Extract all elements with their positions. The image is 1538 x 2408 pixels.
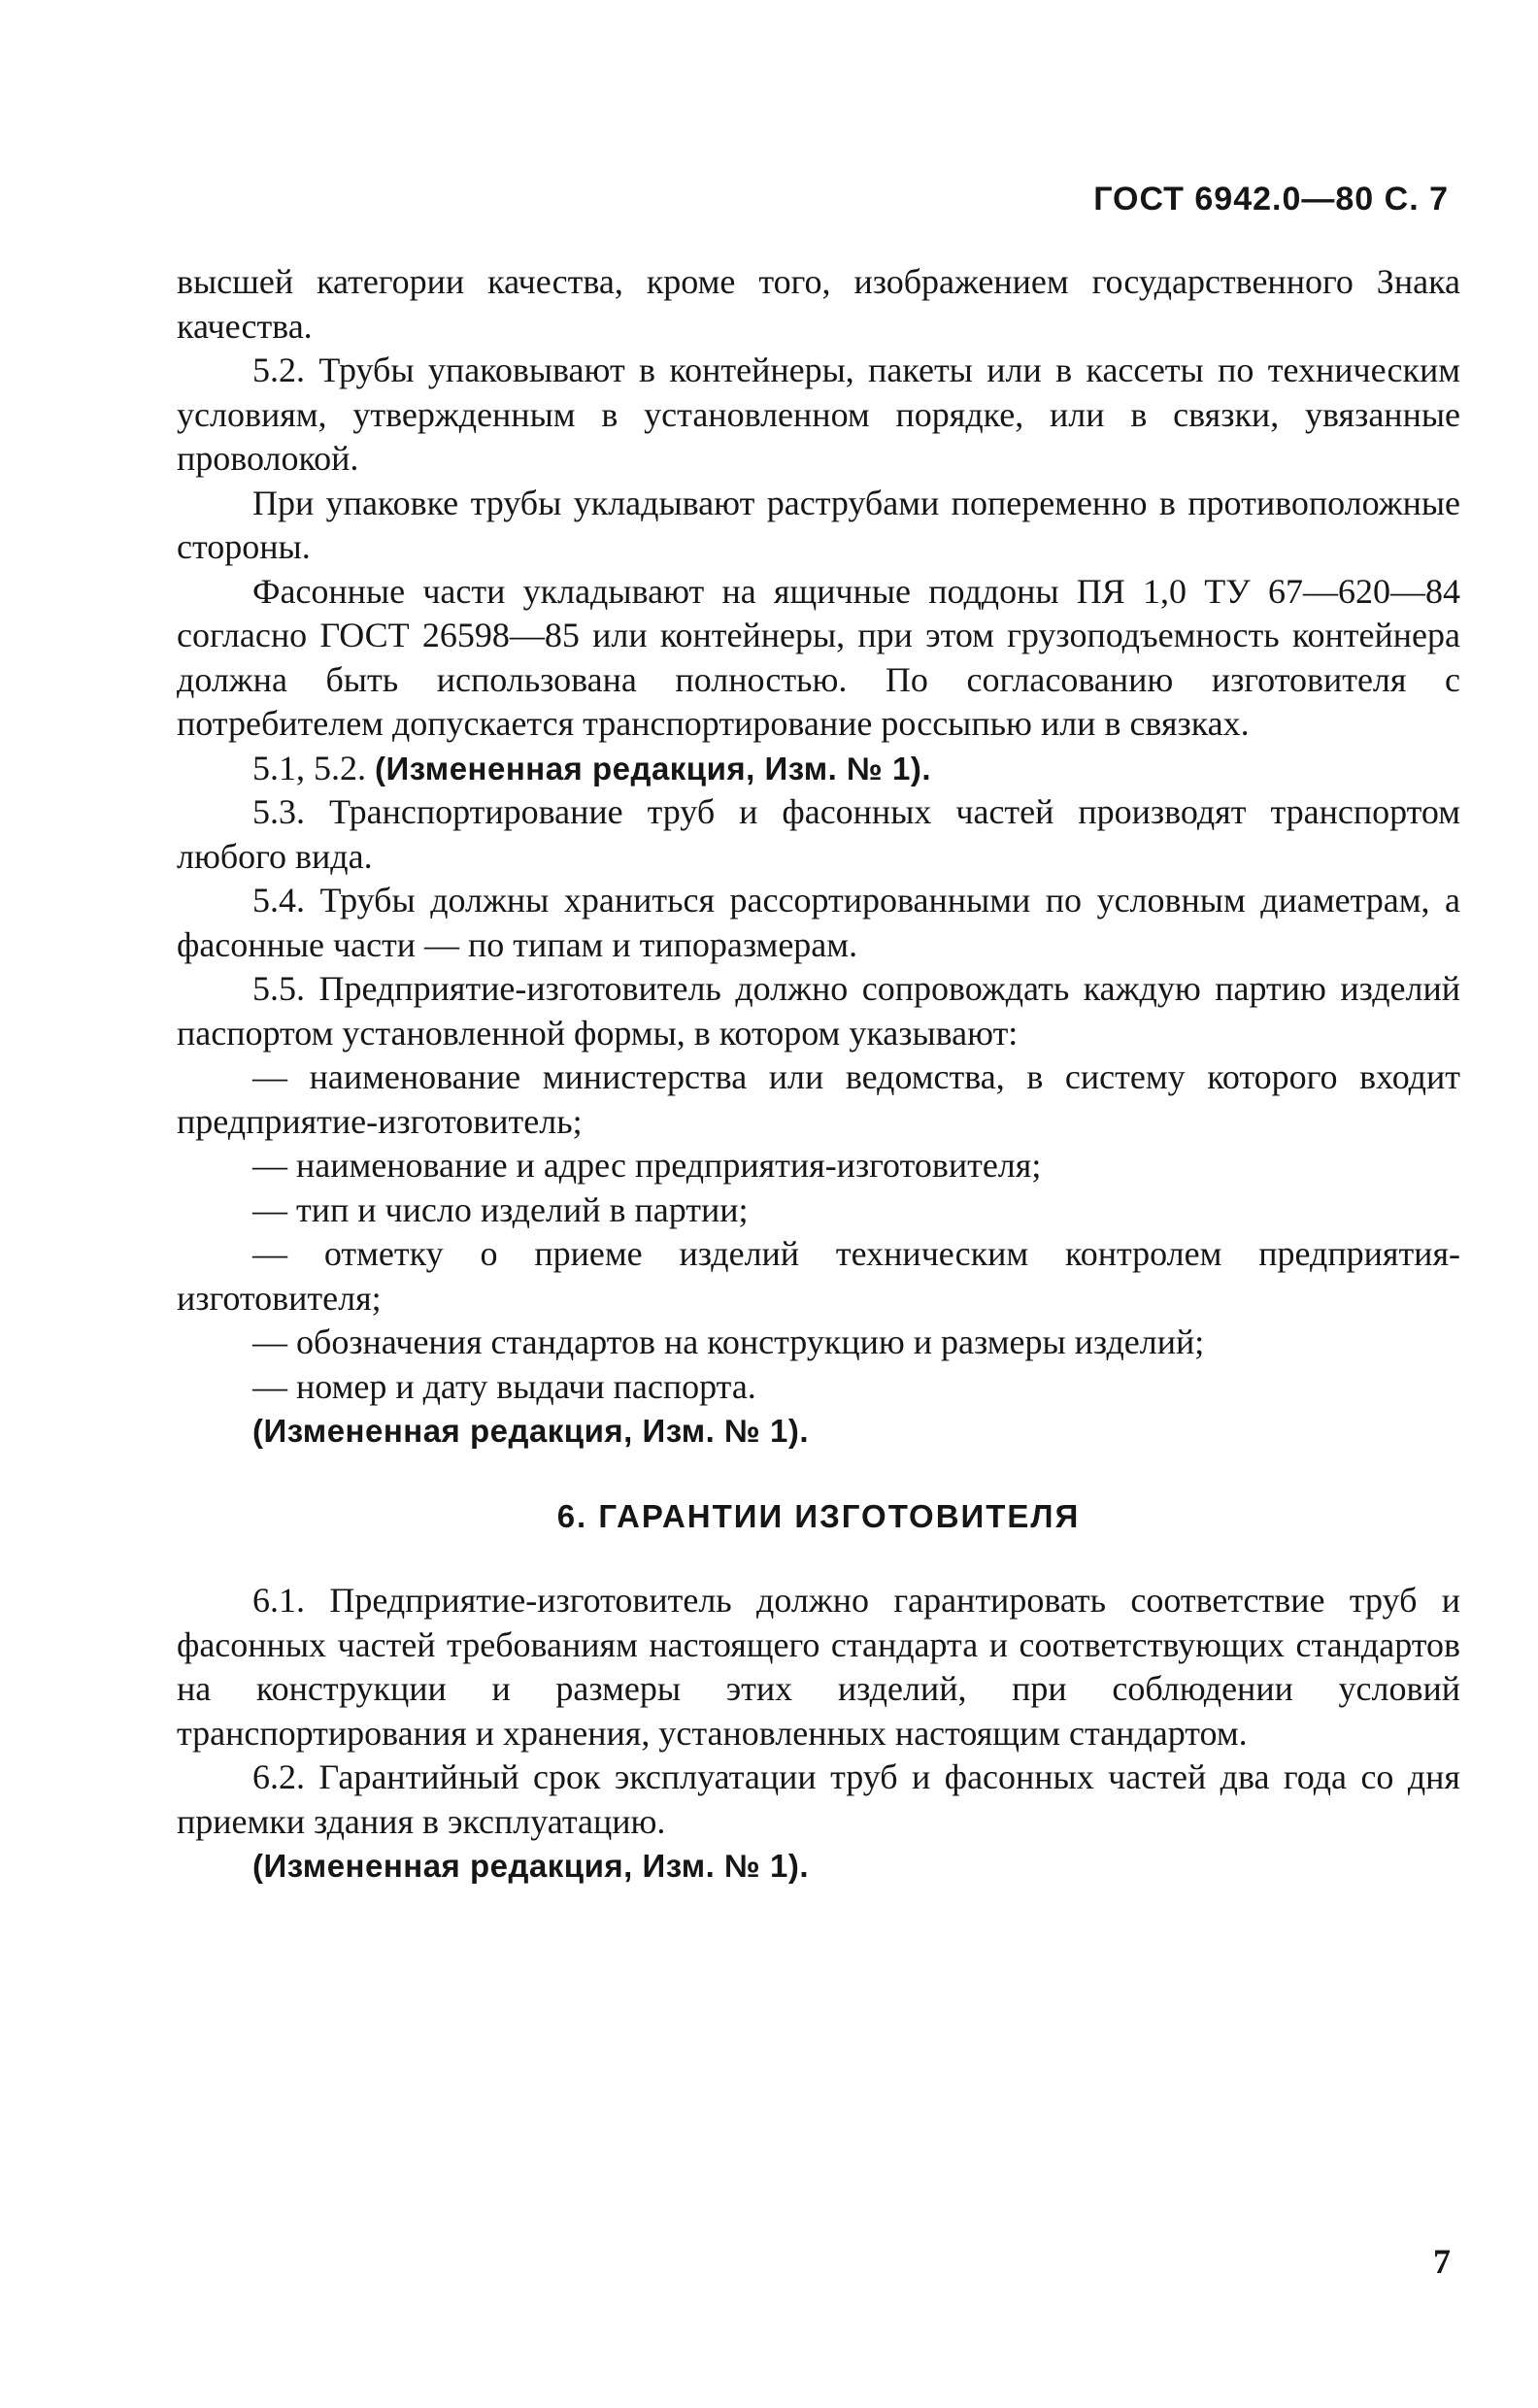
amendment-note — [177, 747, 1460, 791]
paragraph: высшей категории качества, кроме того, изображением государственного Знака качества. — [177, 262, 1460, 346]
clause-ref: 5.1, 5.2. — [252, 748, 366, 787]
section-title: 6. ГАРАНТИИ ИЗГОТОВИТЕЛЯ — [556, 1497, 1081, 1534]
list-item: — наименование и адрес предприятия-изготовителя; — [252, 1146, 1042, 1185]
amendment-note: (Измененная редакция, Изм. № 1). — [252, 1413, 809, 1449]
paragraph-5-3: 5.3. Транспортирование труб и фасонных частей производят транспортом любого вида. — [177, 792, 1460, 876]
amendment-label: (Измененная редакция, Изм. № 1). — [375, 750, 931, 786]
list-item: — тип и число изделий в партии; — [252, 1189, 749, 1229]
paragraph: При упаковке трубы укладывают раструбами попеременно в противоположные стороны. — [177, 483, 1460, 566]
paragraph-6-1: 6.1. Предприятие-изготовитель должно гарантировать соответствие труб и фасонных частей требованиям настоящего стандарта и соответствующих стандартов на конструкции и размеры этих изделий, при соблюдении условий транспортирования и хранения, установленных настоящим стандартом. — [177, 1581, 1460, 1753]
paragraph-5-4: 5.4. Трубы должны храниться рассортированными по условным диаметрам, а фасонные части — по типам и типоразмерам. — [177, 881, 1460, 964]
list-item: — обозначения стандартов на конструкцию и размеры изделий; — [252, 1322, 1205, 1361]
list-item: — номер и дату выдачи паспорта. — [252, 1366, 756, 1406]
list-item: — отметку о приеме изделий техническим контролем предприятия-изготовителя; — [177, 1234, 1460, 1318]
amendment-note: (Измененная редакция, Изм. № 1). — [252, 1848, 809, 1884]
paragraph: Фасонные части укладывают на ящичные поддоны ПЯ 1,0 ТУ 67—620—84 согласно ГОСТ 26598—85 или контейнеры, при этом грузоподъемность контейнера должна быть использована полностью. По согласованию изготовителя с потребителем допускается транспортирование россыпью или в связках. — [177, 571, 1460, 743]
document-body — [177, 260, 1460, 1889]
paragraph-5-2: 5.2. Трубы упаковывают в контейнеры, пакеты или в кассеты по техническим условиям, утвержденным в установленном порядке, или в связки, увязанные проволокой. — [177, 351, 1460, 478]
page-header: ГОСТ 6942.0—80 С. 7 — [1093, 181, 1449, 217]
page-number: 7 — [1433, 2242, 1451, 2281]
paragraph-5-5: 5.5. Предприятие-изготовитель должно сопровождать каждую партию изделий паспортом установленной формы, в котором указывают: — [177, 969, 1460, 1053]
list-item: — наименование министерства или ведомства, в систему которого входит предприятие-изготовитель; — [177, 1057, 1460, 1141]
paragraph-6-2: 6.2. Гарантийный срок эксплуатации труб и фасонных частей два года со дня приемки здания в эксплуатацию. — [177, 1757, 1460, 1841]
